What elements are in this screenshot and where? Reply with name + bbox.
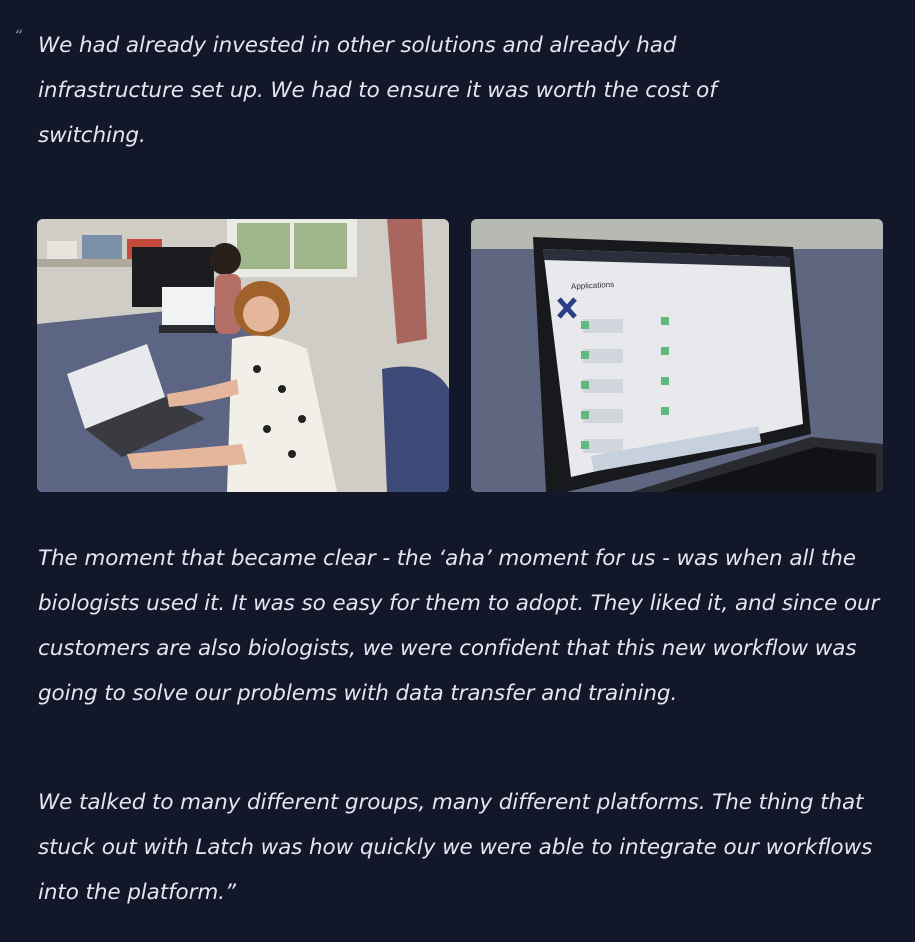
quote-paragraph-2: The moment that became clear - the ‘aha’ moment for us - was when all the biologists used it. It was so easy for them to adopt. They liked it, and since our customers are also biologists, we were confident that this new workflow was going to solve our problems with data transfer and training. xyxy=(38,546,880,706)
laptop-screen-photo xyxy=(471,219,883,492)
office-photo-illustration xyxy=(37,219,449,492)
laptop-screen-illustration xyxy=(471,219,883,492)
quote-paragraph-3: We talked to many different groups, many different platforms. The thing that stuck out with Latch was how quickly we were able to integrate our workflows into the platform.” xyxy=(38,790,873,905)
laptop-app-title: Applications xyxy=(570,279,615,292)
open-quote-mark: “ xyxy=(14,26,23,45)
office-photo xyxy=(37,219,449,492)
quote-paragraph-1: We had already invested in other solutions and already had infrastructure set up. We had to ensure it was worth the cost of switching. xyxy=(38,33,717,148)
